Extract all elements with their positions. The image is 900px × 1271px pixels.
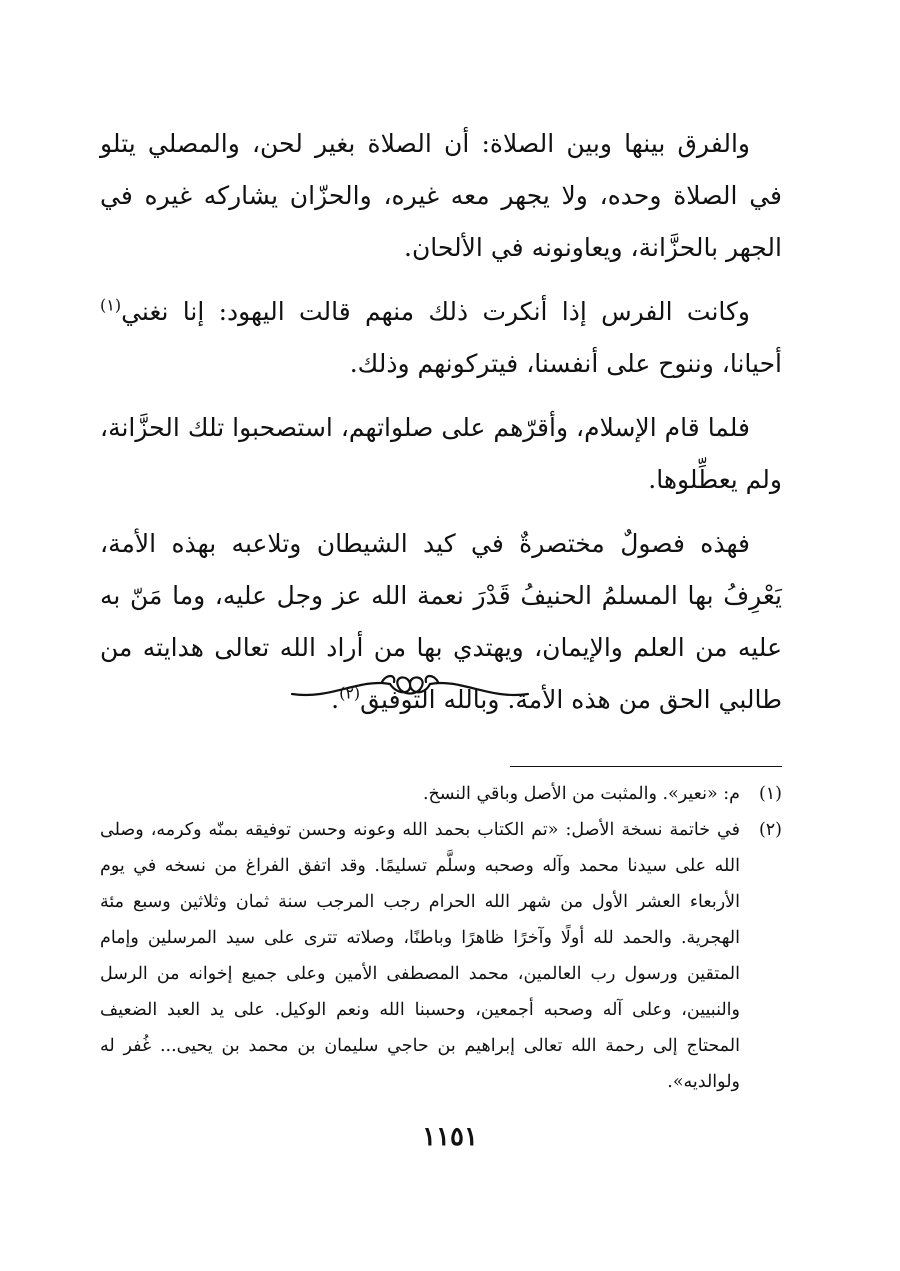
footnote-ref-1[interactable]: (١) xyxy=(100,295,122,315)
paragraph-4-text-before: فهذه فصولٌ مختصرةٌ في كيد الشيطان وتلاعبه بهذه الأمة، يَعْرِفُ بها المسلمُ الحنيفُ قَدْرَ نعمة الله عز وجل عليه، وما مَنّ به عليه من العلم والإيمان، ويهتدي بها من أراد الله تعالى هدايته من طالبي الحق من هذه الأمة. وبالله التوفيق xyxy=(100,529,782,714)
main-text xyxy=(100,118,782,738)
paragraph-3-text: فلما قام الإسلام، وأقرّهم على صلواتهم، استصحبوا تلك الحزَّانة، ولم يعطِّلوها. xyxy=(100,413,782,494)
footnote-2-number: (٢) xyxy=(758,820,782,840)
footnote-1-number: (١) xyxy=(758,784,782,804)
footnote-1-text: م: «نعير». والمثبت من الأصل وباقي النسخ. xyxy=(422,784,740,804)
footnote-2 xyxy=(100,812,782,1100)
paragraph-1 xyxy=(100,118,782,274)
footnote-separator xyxy=(510,766,782,767)
footnotes xyxy=(100,776,782,1100)
paragraph-2 xyxy=(100,286,782,390)
paragraph-3 xyxy=(100,402,782,506)
paragraph-1-text: والفرق بينها وبين الصلاة: أن الصلاة بغير لحن، والمصلي يتلو في الصلاة وحده، ولا يجهر معه غيره، والحزّان يشاركه غيره في الجهر بالحزَّانة، ويعاونونه في الألحان. xyxy=(100,129,782,262)
section-divider-ornament-icon xyxy=(290,660,530,720)
paragraph-2-text-after: أحيانا، وننوح على أنفسنا، فيتركونهم وذلك. xyxy=(349,349,782,378)
footnote-2-text: في خاتمة نسخة الأصل: «تم الكتاب بحمد الله وعونه وحسن توفيقه بمنّه وكرمه، وصلى الله على سيدنا محمد وآله وصحبه وسلَّم تسليمًا. وقد اتفق الفراغ من نسخه في يوم الأربعاء العشر الأول من شهر الله الحرام رجب المرجب سنة ثمان وثلاثين وسبع مئة الهجرية. والحمد لله أولًا وآخرًا ظاهرًا وباطنًا، وصلاته تترى على سيد المرسلين وإمام المتقين ورسول رب العالمين، محمد المصطفى الأمين وعلى جميع إخوانه من الرسل والنبيين، وعلى آله وصحبه أجمعين، وحسبنا الله ونعم الوكيل. على يد العبد الضعيف المحتاج إلى رحمة الله تعالى إبراهيم بن حاجي سليمان بن محمد بن يحيى... غُفر له ولوالديه». xyxy=(100,820,740,1092)
page-number: ١١٥١ xyxy=(422,1122,478,1152)
footnote-ref-2[interactable]: (٢) xyxy=(339,683,361,703)
paragraph-2-text-before: وكانت الفرس إذا أنكرت ذلك منهم قالت اليهود: إنا نغني xyxy=(121,297,750,326)
footnote-1 xyxy=(100,776,782,812)
paragraph-4-text-after: . xyxy=(331,685,340,714)
